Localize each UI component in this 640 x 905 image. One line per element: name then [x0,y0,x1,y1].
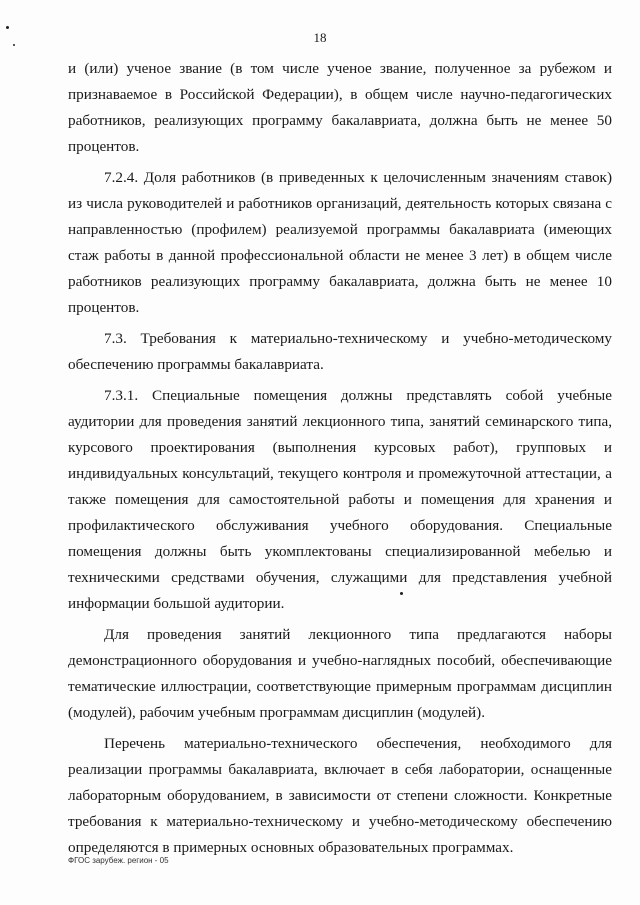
paragraph-lecture-equipment: Для проведения занятий лекционного типа предлагаются наборы демонстрационного оборудования и учебно-наглядных пособий, обеспечивающие тематические иллюстрации, соответствующие примерным программам дисциплин (модулей), рабочим учебным программам дисциплин (модулей). [68,626,612,721]
paragraph-material-list: Перечень материально-технического обеспечения, необходимого для реализации программы бакалавриата, включает в себя лаборатории, оснащенные лабораторным оборудованием, в зависимости от степени сложности. Конкретные требования к материально-техническому и учебно-методическому обеспечению определяются в примерных основных образовательных программах. [68,735,612,856]
scan-speck-top-left [6,26,9,29]
document-body [68,56,612,866]
paragraph-7-3: 7.3. Требования к материально-техническому и учебно-методическому обеспечению программы бакалавриата. [68,330,612,373]
paragraph-7-3-1: 7.3.1. Специальные помещения должны представлять собой учебные аудитории для проведения занятий лекционного типа, занятий семинарского типа, курсового проектирования (выполнения курсовых работ), групповых и индивидуальных консультаций, текущего контроля и промежуточной аттестации, а также помещения для самостоятельной работы и помещения для хранения и профилактического обслуживания учебного оборудования. Специальные помещения должны быть укомплектованы специализированной мебелью и техническими средствами обучения, служащими для представления учебной информации большой аудитории. [68,387,612,612]
paragraph-continuation: и (или) ученое звание (в том числе ученое звание, полученное за рубежом и признаваемое в Российской Федерации), в общем числе научно-педагогических работников, реализующих программу бакалавриата, должна быть не менее 50 процентов. [68,60,612,155]
page-number: 18 [313,30,327,45]
page-footer: ФГОС зарубеж. регион - 05 [68,856,169,865]
paragraph-7-2-4: 7.2.4. Доля работников (в приведенных к целочисленным значениям ставок) из числа руководителей и работников организаций, деятельность которых связана с направленностью (профилем) реализуемой программы бакалавриата (имеющих стаж работы в данной профессиональной области не менее 3 лет) в общем числе работников реализующих программу бакалавриата, должна быть не менее 10 процентов. [68,169,612,316]
